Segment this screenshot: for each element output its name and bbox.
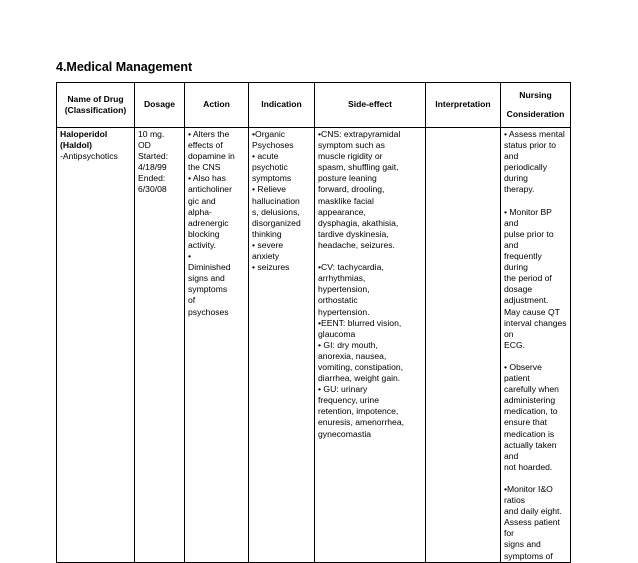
- cell-line: arrhythmias,: [318, 273, 366, 284]
- cell-line: signs and: [188, 273, 225, 284]
- header-nursing-line-1: Nursing: [519, 89, 552, 100]
- cell-line: frequently during: [504, 251, 542, 273]
- cell-line: glaucoma: [318, 328, 356, 339]
- cell-line: thinking: [252, 228, 282, 239]
- cell-line: Psychoses: [252, 140, 294, 151]
- cell-line: hypertension,: [318, 284, 370, 295]
- cell-line: vomiting, constipation,: [318, 361, 404, 372]
- cell-line: • Also has: [188, 173, 226, 184]
- cell-line: [504, 196, 567, 207]
- header-drug-line-2: (Classification): [64, 105, 127, 115]
- cell-line: of: [188, 295, 196, 306]
- cell-line: Started:: [138, 151, 169, 162]
- header-row: [57, 83, 571, 128]
- cell-line: symptoms: [252, 173, 292, 184]
- cell-line: tardive dyskinesia,: [318, 228, 389, 239]
- cell-line: interval changes on: [504, 317, 567, 339]
- cell-line: OD: [138, 140, 151, 151]
- header-action: Action: [185, 83, 249, 128]
- cell-line: adrenergic: [188, 217, 229, 228]
- cell-line: •EENT: blurred vision,: [318, 317, 402, 328]
- cell-line: hypertension.: [318, 306, 370, 317]
- cell-dosage: [135, 128, 185, 563]
- cell-line: actually taken and: [504, 439, 557, 461]
- header-drug: [57, 83, 135, 128]
- cell-line: symptoms: [188, 284, 228, 295]
- cell-line: muscle rigidity or: [318, 151, 383, 162]
- cell-line: periodically during: [504, 162, 547, 184]
- cell-line: administering: [504, 395, 556, 406]
- cell-line: Ended:: [138, 173, 166, 184]
- cell-line: spasm, shuffling gait,: [318, 162, 399, 173]
- cell-action: [185, 128, 249, 563]
- section-title: 4.Medical Management: [56, 60, 193, 74]
- header-nursing: [501, 83, 571, 128]
- cell-line: anxiety: [252, 251, 280, 262]
- cell-drug: [57, 128, 135, 563]
- drug-name: Haloperidol (Haldol): [60, 129, 108, 151]
- cell-line: enuresis, amenorrhea,: [318, 417, 404, 428]
- cell-line: alpha-: [188, 206, 212, 217]
- cell-line: the CNS: [188, 162, 221, 173]
- cell-line: [504, 351, 567, 362]
- cell-line: [504, 473, 567, 484]
- cell-line: • severe: [252, 239, 284, 250]
- cell-line: retention, impotence,: [318, 406, 399, 417]
- cell-line: diarrhea, weight gain.: [318, 373, 401, 384]
- cell-line: symptom such as: [318, 140, 385, 151]
- cell-line: hallucination: [252, 195, 300, 206]
- cell-line: 10 mg.: [138, 129, 165, 139]
- header-interpretation: Interpretation: [426, 83, 501, 128]
- cell-line: • Assess mental: [504, 129, 565, 139]
- table-row: [57, 128, 571, 563]
- cell-line: •Organic: [252, 129, 286, 139]
- cell-line: Assess patient for: [504, 517, 560, 539]
- cell-line: blocking: [188, 228, 220, 239]
- cell-line: forward, drooling,: [318, 184, 385, 195]
- cell-line: •CV: tachycardia,: [318, 262, 384, 273]
- cell-line: • Observe patient: [504, 361, 542, 384]
- cell-line: 4/18/99: [138, 162, 167, 173]
- cell-line: appearance,: [318, 206, 366, 217]
- cell-line: not hoarded.: [504, 461, 553, 472]
- cell-line: carefully when: [504, 384, 559, 395]
- cell-line: pulse prior to and: [504, 228, 554, 250]
- cell-interpretation: [426, 128, 501, 563]
- cell-line: • GU: urinary: [318, 384, 368, 395]
- cell-line: and daily eight.: [504, 506, 562, 517]
- header-dosage: Dosage: [135, 83, 185, 128]
- cell-line: the period of: [504, 273, 552, 284]
- cell-line: •CNS: extrapyramidal: [318, 129, 401, 139]
- cell-line: • Relieve: [252, 184, 287, 195]
- header-side-effect: Side-effect: [315, 83, 426, 128]
- cell-line: •Monitor I&O ratios: [504, 484, 553, 506]
- drug-class: -Antipsychotics: [60, 151, 118, 162]
- cell-line: dopamine in: [188, 151, 235, 162]
- cell-line: psychotic: [252, 162, 288, 173]
- cell-line: May cause QT: [504, 306, 560, 317]
- cell-line: •: [188, 251, 192, 262]
- cell-line: • acute: [252, 151, 279, 162]
- cell-line: headache, seizures.: [318, 239, 395, 250]
- cell-line: • Monitor BP and: [504, 206, 552, 228]
- cell-line: therapy.: [504, 184, 535, 195]
- header-drug-line-1: Name of Drug: [67, 93, 124, 104]
- cell-line: 6/30/08: [138, 184, 167, 195]
- cell-line: gynecomastia: [318, 428, 372, 439]
- cell-line: symptoms of: [504, 550, 553, 561]
- cell-line: effects of: [188, 140, 223, 151]
- cell-line: medication, to: [504, 406, 558, 417]
- cell-line: [318, 251, 422, 262]
- cell-line: • Alters the: [188, 129, 230, 139]
- cell-line: posture leaning: [318, 173, 377, 184]
- cell-line: gic and: [188, 195, 216, 206]
- cell-line: • seizures: [252, 262, 290, 273]
- cell-line: anticholiner: [188, 184, 232, 195]
- cell-side-effect: [315, 128, 426, 563]
- cell-line: status prior to and: [504, 140, 557, 162]
- cell-line: • GI: dry mouth,: [318, 339, 378, 350]
- cell-line: signs and: [504, 539, 541, 550]
- cell-line: anorexia, nausea,: [318, 350, 387, 361]
- cell-line: medication is: [504, 428, 555, 439]
- cell-line: dysphagia, akathisia,: [318, 217, 399, 228]
- cell-line: activity.: [188, 239, 217, 250]
- cell-line: frequency, urine: [318, 395, 379, 406]
- cell-nursing: [501, 128, 571, 563]
- cell-line: Diminished: [188, 262, 231, 273]
- header-indication: Indication: [249, 83, 315, 128]
- cell-line: s, delusions,: [252, 206, 300, 217]
- cell-line: dosage adjustment.: [504, 284, 549, 306]
- medication-table: [56, 82, 571, 563]
- cell-indication: [249, 128, 315, 563]
- cell-line: ECG.: [504, 339, 526, 350]
- cell-line: masklike facial: [318, 195, 374, 206]
- cell-line: disorganized: [252, 217, 301, 228]
- cell-line: ensure that: [504, 417, 547, 428]
- header-nursing-line-2: Consideration: [506, 109, 565, 119]
- cell-line: orthostatic: [318, 295, 358, 306]
- cell-line: psychoses: [188, 306, 229, 317]
